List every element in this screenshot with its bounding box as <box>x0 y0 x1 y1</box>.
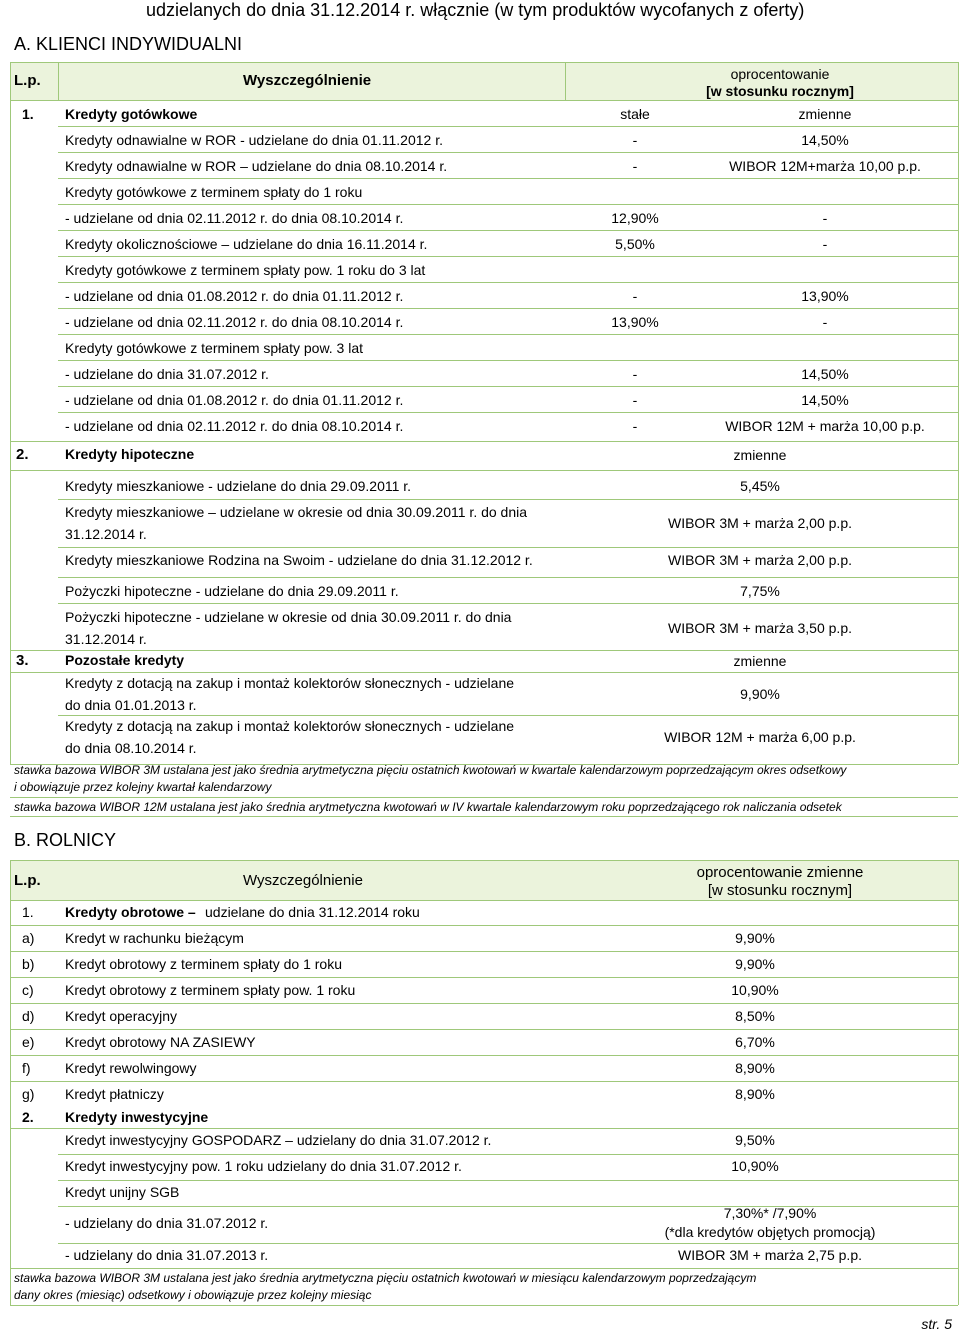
a-row-desc: - udzielane od dnia 02.11.2012 r. do dnia 08.10.2014 r. <box>65 210 404 226</box>
b-inv-rate: 9,50% <box>735 1132 775 1148</box>
b-row-rate: 9,90% <box>735 956 775 972</box>
b-g2-lp: 2. <box>22 1109 34 1125</box>
b-row-rate: 9,90% <box>735 930 775 946</box>
a-row-variable-rate: zmienne <box>798 106 852 122</box>
oth-title: Pozostałe kredyty <box>65 652 185 668</box>
oth-row-2a: Kredyty z dotacją na zakup i montaż kolektorów słonecznych - udzielane <box>65 718 515 734</box>
hip-row-4: Pożyczki hipoteczne - udzielane do dnia 29.09.2011 r. <box>65 583 399 599</box>
b-inv-desc: Kredyt unijny SGB <box>65 1184 180 1200</box>
a-row-fixed-rate: - <box>632 418 638 434</box>
a-row-fixed-rate: - <box>632 132 638 148</box>
section-b-heading: B. ROLNICY <box>14 830 117 850</box>
oth-row-2b: do dnia 08.10.2014 r. <box>65 740 197 756</box>
b-inv-rate: 10,90% <box>731 1158 779 1174</box>
page-top-title: udzielanych do dnia 31.12.2014 r. włącznie (w tym produktów wycofanych z oferty) <box>146 0 805 20</box>
a-row-variable-rate: - <box>822 210 828 226</box>
b-unijny-row-1: - udzielany do dnia 31.07.2012 r. <box>65 1215 269 1231</box>
hip-val-4: 7,75% <box>740 583 780 599</box>
a-row-desc: Kredyty gotówkowe z terminem spłaty do 1 roku <box>65 184 363 200</box>
b-row-desc: Kredyt obrotowy z terminem spłaty do 1 roku <box>65 956 343 972</box>
hip-row-2a: Kredyty mieszkaniowe – udzielane w okresie od dnia 30.09.2011 r. do dnia <box>65 504 528 520</box>
note-wibor12m: stawka bazowa WIBOR 12M ustalana jest jako średnia arytmetyczna kwotowań w IV kwartale kalendarzowym roku poprzedzającego rok naliczania odsetek <box>14 800 842 814</box>
a-row-variable-rate: 13,90% <box>801 288 849 304</box>
a-row-variable-rate: WIBOR 12M + marża 10,00 p.p. <box>725 418 925 434</box>
oth-lp: 3. <box>16 652 29 669</box>
page-number: str. 5 <box>921 1316 952 1332</box>
b-row-rate: 6,70% <box>735 1034 775 1050</box>
a-row-lp: 1. <box>22 106 34 122</box>
a-row-variable-rate: - <box>822 236 828 252</box>
a-row-desc: Kredyty gotówkowe <box>65 106 198 122</box>
b-g1-sub: udzielane do dnia 31.12.2014 roku <box>205 904 420 920</box>
b-row-desc: Kredyt obrotowy NA ZASIEWY <box>65 1034 256 1050</box>
a-row-fixed-rate: stałe <box>620 106 650 122</box>
hip-val-3: WIBOR 3M + marża 2,00 p.p. <box>667 552 852 568</box>
b-col-lp-header: L.p. <box>14 872 41 889</box>
hip-row-3: Kredyty mieszkaniowe Rodzina na Swoim - udzielane do dnia 31.12.2012 r. <box>65 552 533 568</box>
a-row-desc: - udzielane do dnia 31.07.2012 r. <box>65 366 269 382</box>
b-row-desc: Kredyt obrotowy z terminem spłaty pow. 1 roku <box>65 982 356 998</box>
a-row-fixed-rate: 13,90% <box>611 314 659 330</box>
a-row-fixed-rate: - <box>632 288 638 304</box>
hip-val-5: WIBOR 3M + marża 3,50 p.p. <box>667 620 852 636</box>
b-inv-desc: Kredyt inwestycyjny pow. 1 roku udzielany do dnia 31.07.2012 r. <box>65 1158 462 1174</box>
note-wibor3m-b: i obowiązuje przez kolejny kwartał kalendarzowy <box>14 780 272 794</box>
b-row-rate: 8,90% <box>735 1086 775 1102</box>
a-row-desc: Kredyty odnawialne w ROR - udzielane do dnia 01.11.2012 r. <box>65 132 443 148</box>
hip-row-1: Kredyty mieszkaniowe - udzielane do dnia 29.09.2011 r. <box>65 478 412 494</box>
b-row-rate: 10,90% <box>731 982 779 998</box>
b-row-desc: Kredyt operacyjny <box>65 1008 178 1024</box>
oth-val-2: WIBOR 12M + marża 6,00 p.p. <box>664 729 856 745</box>
b-g1-lp: 1. <box>22 904 34 920</box>
b-unijny-val-2: WIBOR 3M + marża 2,75 p.p. <box>677 1247 862 1263</box>
b-row-lp: d) <box>22 1008 35 1024</box>
note-wibor3m-a: stawka bazowa WIBOR 3M ustalana jest jako średnia arytmetyczna pięciu ostatnich kwotowań w kwartale kalendarzowym poprzedzającym okres odsetkowy <box>14 763 847 777</box>
oth-row-1a: Kredyty z dotacją na zakup i montaż kolektorów słonecznych - udzielane <box>65 675 515 691</box>
a-row-variable-rate: - <box>822 314 828 330</box>
b-row-lp: e) <box>22 1034 35 1050</box>
a-row-desc: - udzielane od dnia 01.08.2012 r. do dnia 01.11.2012 r. <box>65 392 404 408</box>
a-row-desc: Kredyty gotówkowe z terminem spłaty pow. 1 roku do 3 lat <box>65 262 426 278</box>
hip-row-5a: Pożyczki hipoteczne - udzielane w okresie od dnia 30.09.2011 r. do dnia <box>65 609 512 625</box>
a-row-desc: - udzielane od dnia 02.11.2012 r. do dnia 08.10.2014 r. <box>65 314 404 330</box>
a-row-fixed-rate: - <box>632 392 638 408</box>
hip-val-1: 5,45% <box>740 478 780 494</box>
a-row-variable-rate: 14,50% <box>801 366 849 382</box>
note-b-wibor3m-b: dany okres (miesiąc) odsetkowy i obowiązuje przez kolejny miesiąc <box>14 1288 372 1302</box>
hip-row-5b: 31.12.2014 r. <box>65 631 147 647</box>
a-row-variable-rate: 14,50% <box>801 132 849 148</box>
section-a-heading: A. KLIENCI INDYWIDUALNI <box>14 34 243 54</box>
a-row-fixed-rate: 12,90% <box>611 210 659 226</box>
oth-row-1b: do dnia 01.01.2013 r. <box>65 697 197 713</box>
b-row-lp: c) <box>22 982 34 998</box>
b-col-rate-subheader: [w stosunku rocznym] <box>707 882 853 899</box>
note-b-wibor3m-a: stawka bazowa WIBOR 3M ustalana jest jako średnia arytmetyczna pięciu ostatnich kwotowań w miesiącu kalendarzowym poprzedzającym <box>14 1271 757 1285</box>
a-row-desc: Kredyty gotówkowe z terminem spłaty pow. 3 lat <box>65 340 364 356</box>
b-row-rate: 8,90% <box>735 1060 775 1076</box>
b-row-lp: a) <box>22 930 35 946</box>
b-inv-desc: Kredyt inwestycyjny GOSPODARZ – udzielany do dnia 31.07.2012 r. <box>65 1132 492 1148</box>
a-row-desc: - udzielane od dnia 01.08.2012 r. do dnia 01.11.2012 r. <box>65 288 404 304</box>
hip-val-2: WIBOR 3M + marża 2,00 p.p. <box>667 515 852 531</box>
hip-lp: 2. <box>16 446 29 463</box>
b-row-rate: 8,50% <box>735 1008 775 1024</box>
b-col-rate-header: oprocentowanie zmienne <box>696 864 864 881</box>
b-row-lp: f) <box>22 1060 31 1076</box>
oth-val-1: 9,90% <box>740 686 780 702</box>
b-row-desc: Kredyt rewolwingowy <box>65 1060 197 1076</box>
a-row-fixed-rate: - <box>632 366 638 382</box>
b-row-desc: Kredyt w rachunku bieżącym <box>65 930 244 946</box>
b-unijny-row-2: - udzielany do dnia 31.07.2013 r. <box>65 1247 269 1263</box>
a-row-desc: Kredyty odnawialne w ROR – udzielane do dnia 08.10.2014 r. <box>65 158 448 174</box>
col-rate-header: oprocentowanie <box>730 66 830 82</box>
a-row-variable-rate: WIBOR 12M+marża 10,00 p.p. <box>729 158 921 174</box>
b-row-desc: Kredyt płatniczy <box>65 1086 164 1102</box>
a-row-variable-rate: 14,50% <box>801 392 849 408</box>
b-g2-title: Kredyty inwestycyjne <box>65 1109 209 1125</box>
b-row-lp: b) <box>22 956 35 972</box>
hip-title: Kredyty hipoteczne <box>65 446 195 462</box>
hip-col: zmienne <box>733 447 787 463</box>
b-unijny-val-1: 7,30%* /7,90% <box>723 1205 817 1221</box>
a-row-desc: - udzielane od dnia 02.11.2012 r. do dnia 08.10.2014 r. <box>65 418 404 434</box>
col-desc-header: Wyszczególnienie <box>243 72 372 89</box>
b-col-desc-header: Wyszczególnienie <box>243 872 363 889</box>
a-row-fixed-rate: 5,50% <box>615 236 655 252</box>
col-lp-header: L.p. <box>14 72 41 89</box>
hip-row-2b: 31.12.2014 r. <box>65 526 147 542</box>
b-unijny-val-1-note: (*dla kredytów objętych promocją) <box>664 1224 876 1240</box>
a-row-fixed-rate: - <box>632 158 638 174</box>
b-g1-title: Kredyty obrotowe – <box>65 904 196 920</box>
col-rate-subheader: [w stosunku rocznym] <box>706 83 854 99</box>
a-row-desc: Kredyty okolicznościowe – udzielane do dnia 16.11.2014 r. <box>65 236 428 252</box>
b-row-lp: g) <box>22 1086 35 1102</box>
oth-col: zmienne <box>733 653 787 669</box>
